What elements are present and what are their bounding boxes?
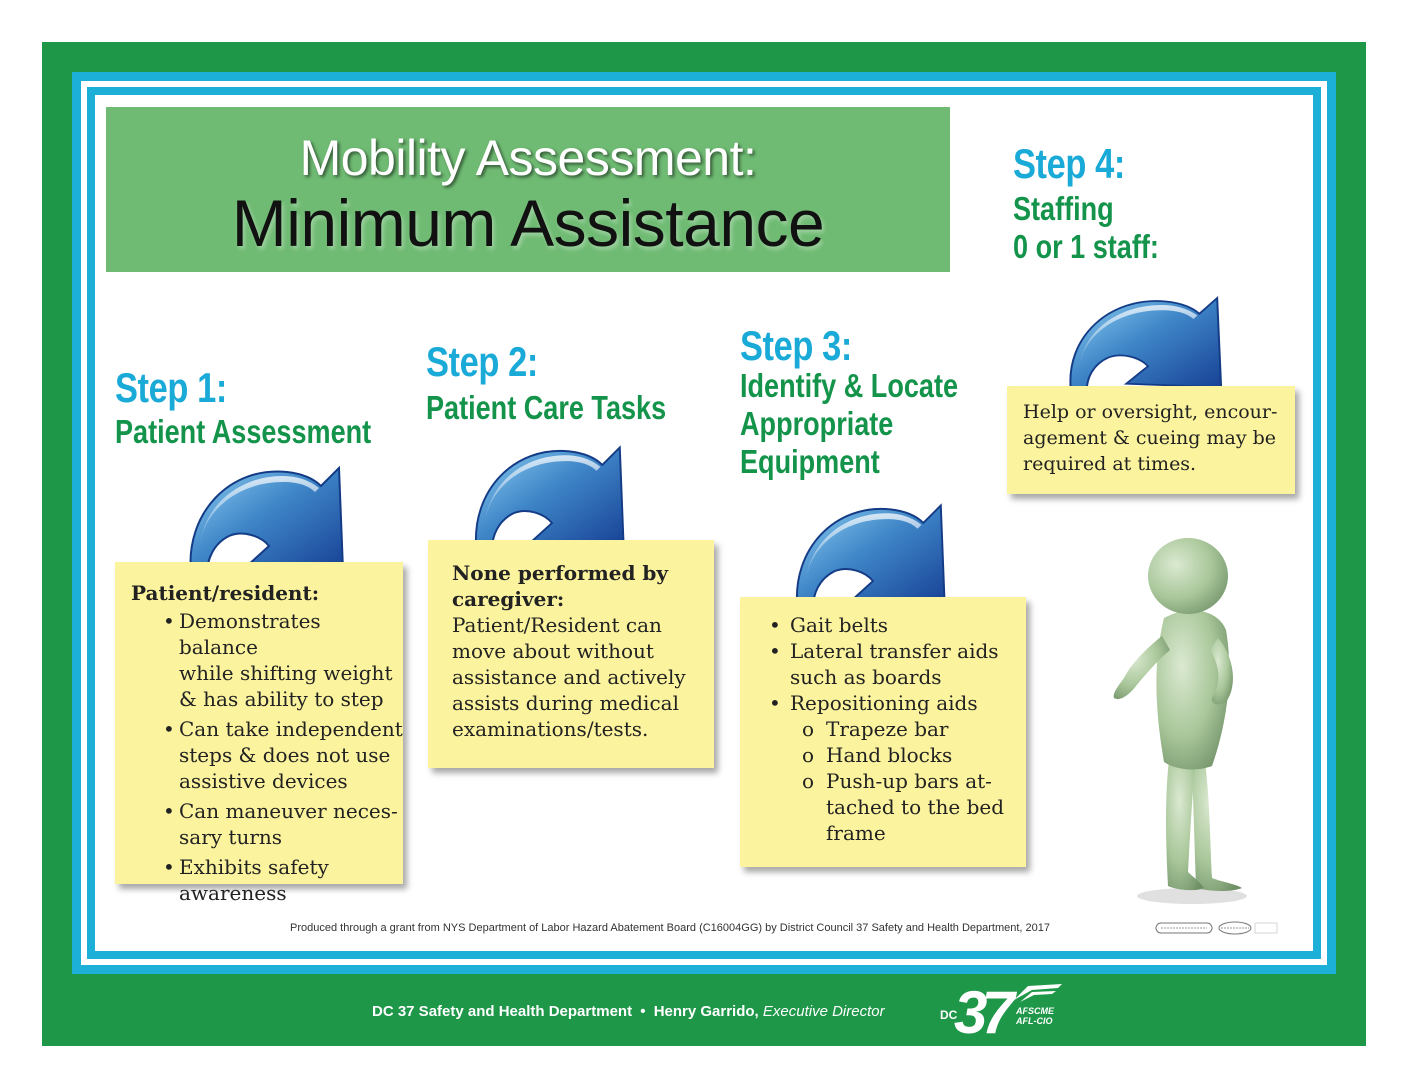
step-3-bullet-list	[758, 612, 1026, 846]
list-item: o Trapeze bar	[802, 717, 949, 741]
list-item: • Can take independent steps & does not use assistive devices	[163, 717, 403, 793]
grant-credit: Produced through a grant from NYS Department of Labor Hazard Abatement Board (C16004GG) by District Council 37 Safety and Health Department, 2017	[290, 922, 1051, 934]
step-2-subtitle: Patient Care Tasks	[426, 389, 667, 426]
union-bug-icon	[1155, 920, 1280, 936]
step-2-note-heading: None performed by caregiver:	[452, 561, 669, 611]
step-2-number: Step 2:	[426, 338, 538, 385]
step-4-subtitle: Staffing 0 or 1 staff:	[1013, 190, 1159, 265]
dc37-logo: DC 37 AFSCME AFL-CIO	[940, 982, 1070, 1044]
list-item: • Lateral transfer aids such as boards	[769, 639, 999, 689]
step-3-number: Step 3:	[740, 322, 852, 369]
curved-arrow-icon	[183, 452, 353, 580]
title-heading: Minimum Assistance	[231, 186, 825, 260]
step-1-subtitle: Patient Assessment	[115, 413, 372, 450]
footer-credit: DC 37 Safety and Health Department • Henry Garrido, Executive Director	[372, 1003, 885, 1020]
step-2-note-body: Patient/Resident can move about without assistance and actively assists during medical examinations/tests.	[452, 613, 686, 741]
step-3-note	[740, 597, 1026, 867]
curved-arrow-icon	[1063, 284, 1231, 396]
step-1-number: Step 1:	[115, 364, 227, 411]
title-subheading: Mobility Assessment:	[299, 130, 757, 186]
curved-arrow-icon	[466, 432, 636, 556]
step-1-note	[115, 562, 403, 905]
step-3-subtitle: Identify & Locate Appropriate Equipment	[740, 367, 959, 480]
step-1-bullet-list	[131, 608, 403, 906]
list-item: • Gait belts	[769, 613, 889, 637]
list-item: • Demonstrates balance while shifting weight & has ability to step	[163, 609, 393, 711]
curved-arrow-icon	[787, 490, 957, 614]
list-item: o Push-up bars at- tached to the bed frame	[802, 769, 1005, 845]
step-4-note: Help or oversight, encour- agement & cueing may be required at times.	[1007, 386, 1295, 494]
wing-stripes-icon	[1012, 982, 1064, 1002]
list-item: • Repositioning aids	[769, 691, 978, 715]
step-4-number: Step 4:	[1013, 140, 1125, 187]
list-item: • Can maneuver neces- sary turns	[163, 799, 398, 849]
list-item: • Exhibits safety awareness	[163, 855, 329, 905]
title-banner	[106, 107, 950, 272]
step-1-note-heading: Patient/resident:	[131, 581, 320, 605]
step-2-note	[428, 540, 714, 768]
thinking-figure-icon	[1100, 526, 1270, 906]
list-item: o Hand blocks	[802, 743, 953, 767]
